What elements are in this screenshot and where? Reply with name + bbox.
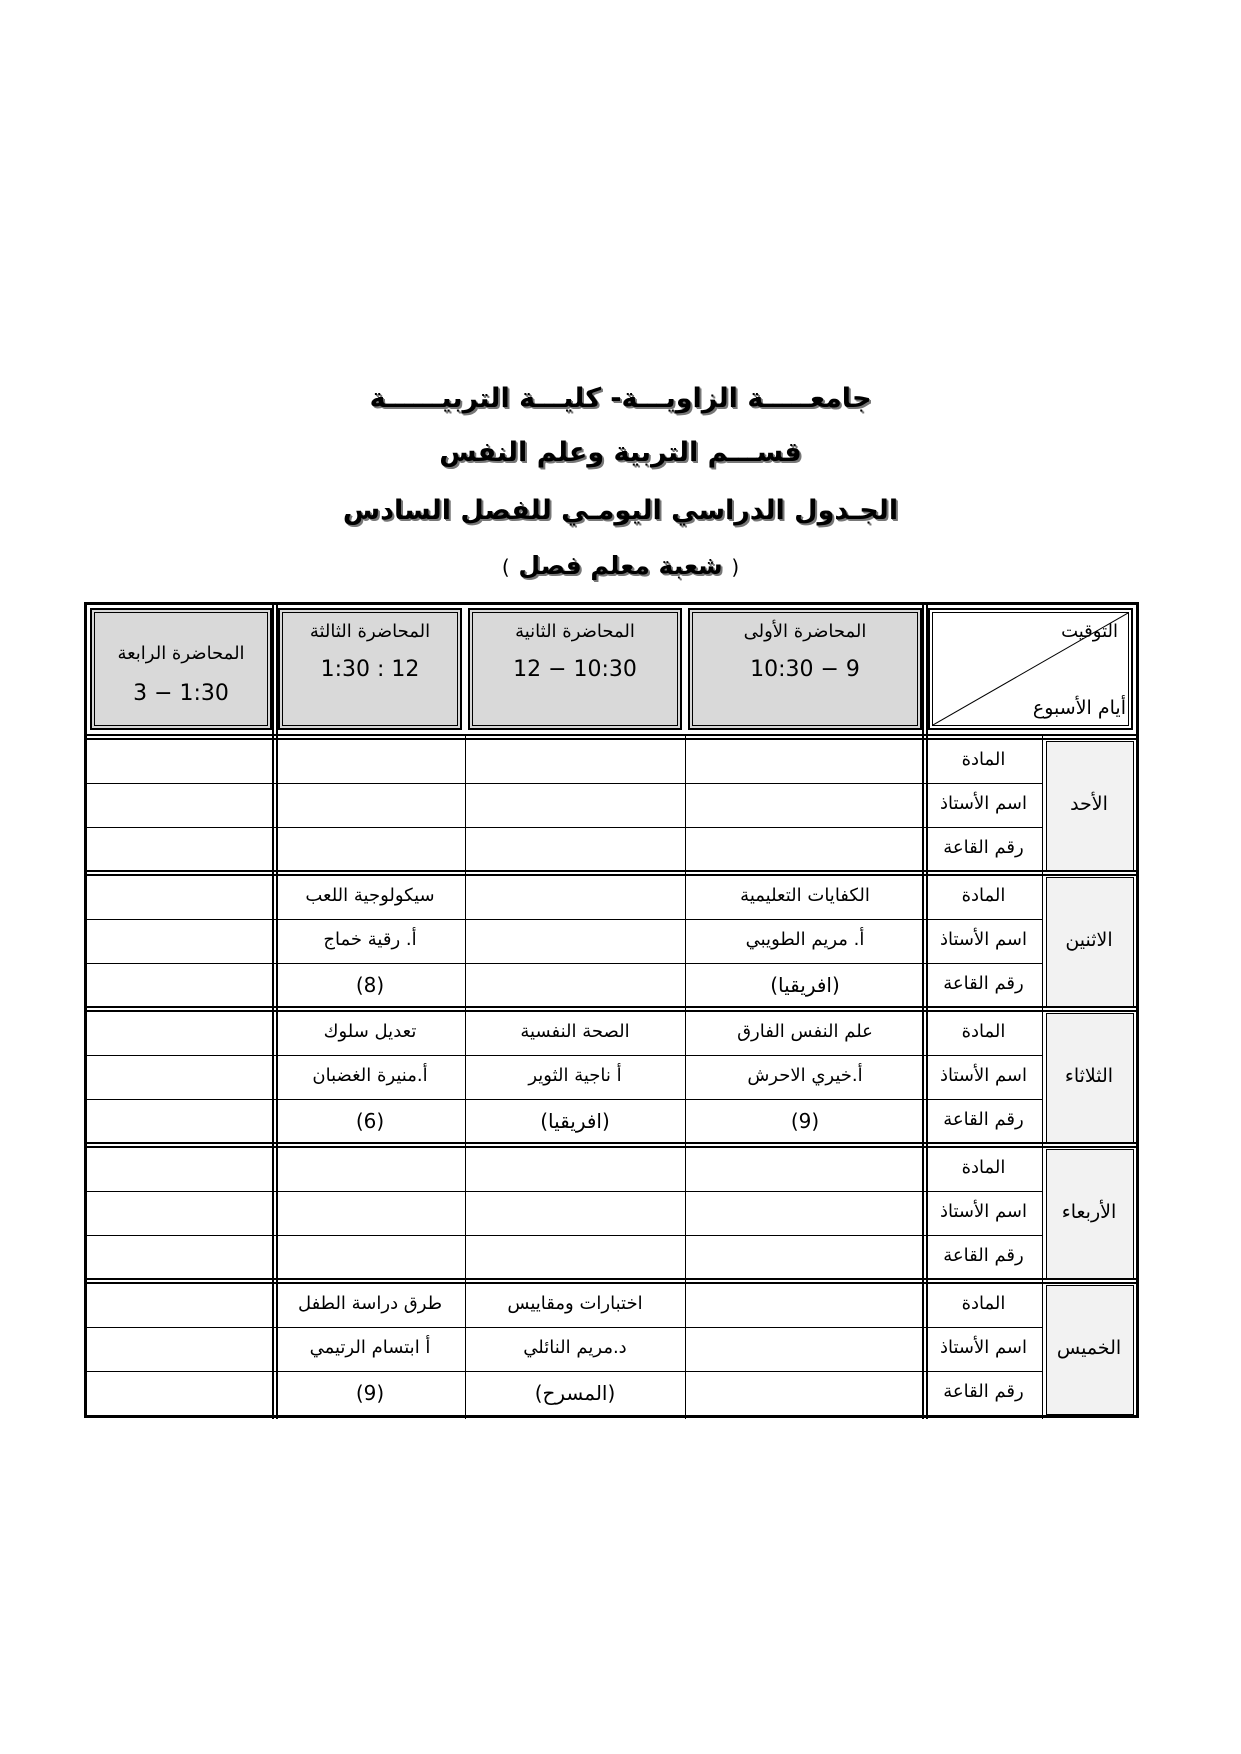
day-name: الاثنين xyxy=(1065,929,1113,951)
paren-open: ( xyxy=(731,555,740,579)
corner-bottom-label: أيام الأسبوع xyxy=(1032,697,1126,719)
row-label-teacher: اسم الأستاذ xyxy=(939,929,1028,950)
row-label-room: رقم القاعة xyxy=(943,973,1024,994)
period-time: 12 − 10:30 xyxy=(513,657,637,682)
section-title xyxy=(0,552,1241,581)
row-line xyxy=(87,1235,1042,1236)
day-name: الثلاثاء xyxy=(1064,1065,1114,1087)
period-label: المحاضرة الأولى xyxy=(743,621,867,642)
cell-room: (8) xyxy=(355,973,385,997)
row-line xyxy=(87,1099,1042,1100)
row-label-subject: المادة xyxy=(961,1293,1006,1314)
cell-room: (9) xyxy=(355,1381,385,1405)
cell-teacher: أ.منيرة الغضبان xyxy=(312,1065,428,1086)
row-line xyxy=(87,827,1042,828)
cell-teacher: أ ناجية الثوير xyxy=(528,1065,622,1086)
corner-header xyxy=(929,609,1132,729)
cell-subject: الكفايات التعليمية xyxy=(740,885,870,906)
cell-room: (افريقيا) xyxy=(540,1109,610,1133)
day-separator xyxy=(87,870,1136,876)
row-line xyxy=(87,1055,1042,1056)
day-name: الأربعاء xyxy=(1061,1201,1117,1223)
period-label: المحاضرة الرابعة xyxy=(117,643,245,664)
corner-top-label: التوقيت xyxy=(1061,621,1118,642)
col-separator xyxy=(272,605,278,1419)
period-header-1 xyxy=(689,609,921,729)
row-label-room: رقم القاعة xyxy=(943,1109,1024,1130)
row-line xyxy=(87,1327,1042,1328)
university-title: جامعـــــة الزاويـــة- كليـــة التربيــــــة xyxy=(369,383,872,414)
cell-room: (افريقيا) xyxy=(770,973,840,997)
row-label-teacher: اسم الأستاذ xyxy=(939,1201,1028,1222)
col-separator xyxy=(922,605,928,1419)
row-label-teacher: اسم الأستاذ xyxy=(939,793,1028,814)
cell-teacher: أ ابتسام الرتيمي xyxy=(309,1337,431,1358)
day-separator xyxy=(87,1278,1136,1284)
row-label-teacher: اسم الأستاذ xyxy=(939,1065,1028,1086)
row-line xyxy=(87,1371,1042,1372)
day-separator xyxy=(87,1142,1136,1148)
row-label-subject: المادة xyxy=(961,885,1006,906)
department-title: قســـم التربية وعلم النفس xyxy=(439,437,802,468)
cell-subject: اختبارات ومقاييس xyxy=(507,1293,643,1314)
cell-subject: تعديل سلوك xyxy=(323,1021,417,1042)
cell-teacher: أ. مريم الطويبي xyxy=(745,929,865,950)
row-label-room: رقم القاعة xyxy=(943,837,1024,858)
cell-room: (المسرح) xyxy=(534,1381,616,1405)
day-separator xyxy=(87,734,1136,740)
cell-subject: علم النفس الفارق xyxy=(737,1021,873,1042)
col-line xyxy=(465,735,466,1419)
schedule-title: الجـدول الدراسي اليومـي للفصل السادس xyxy=(342,495,899,526)
cell-subject: سيكولوجية اللعب xyxy=(305,885,435,906)
period-label: المحاضرة الثالثة xyxy=(309,621,431,642)
cell-subject: طرق دراسة الطفل xyxy=(297,1293,443,1314)
cell-subject: الصحة النفسية xyxy=(520,1021,630,1042)
cell-room: (6) xyxy=(355,1109,385,1133)
cell-room: (9) xyxy=(790,1109,820,1133)
row-line xyxy=(87,783,1042,784)
period-time: 1:30 : 12 xyxy=(320,657,420,682)
day-name: الأحد xyxy=(1070,793,1108,815)
row-label-room: رقم القاعة xyxy=(943,1381,1024,1402)
period-header-4 xyxy=(91,609,271,729)
day-name: الخميس xyxy=(1056,1337,1122,1359)
period-header-3 xyxy=(279,609,461,729)
paren-close: ) xyxy=(501,555,510,579)
period-header-2 xyxy=(469,609,681,729)
period-time: 3 − 1:30 xyxy=(133,681,229,706)
cell-teacher: أ.خيري الاحرش xyxy=(747,1065,863,1086)
row-label-subject: المادة xyxy=(961,749,1006,770)
schedule-table xyxy=(84,602,1139,1418)
row-label-teacher: اسم الأستاذ xyxy=(939,1337,1028,1358)
section-name: شعبة معلم فصل xyxy=(518,551,723,580)
col-line xyxy=(685,735,686,1419)
day-separator xyxy=(87,1006,1136,1012)
row-line xyxy=(87,919,1042,920)
row-label-room: رقم القاعة xyxy=(943,1245,1024,1266)
cell-teacher: أ. رقية خماج xyxy=(323,929,417,950)
col-line xyxy=(1042,735,1043,1419)
row-line xyxy=(87,963,1042,964)
period-label: المحاضرة الثانية xyxy=(515,621,635,642)
row-line xyxy=(87,1191,1042,1192)
row-label-subject: المادة xyxy=(961,1157,1006,1178)
cell-teacher: د.مريم النائلي xyxy=(523,1337,627,1358)
period-time: 10:30 − 9 xyxy=(750,657,860,682)
document-header xyxy=(0,385,1241,581)
row-label-subject: المادة xyxy=(961,1021,1006,1042)
